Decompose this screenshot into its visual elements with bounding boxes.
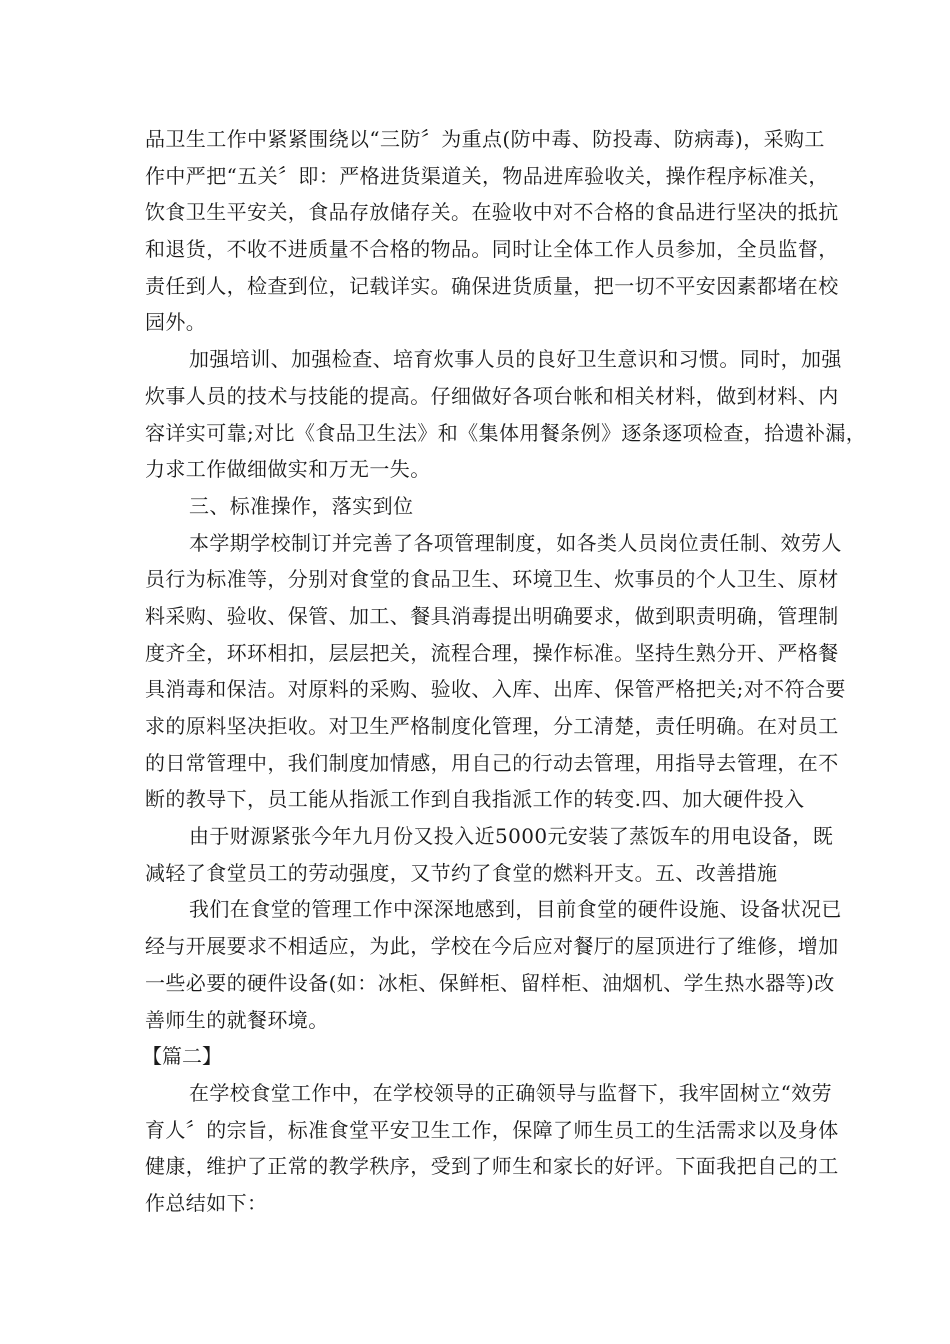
paragraph-part-two-intro [145,1075,839,1222]
text-line: 育人〞的宗旨，标准食堂平安卫生工作，保障了师生员工的生活需求以及身体 [145,1117,839,1142]
text-line: 具消毒和保洁。对原料的采购、验收、入库、出库、保管严格把关;对不符合要 [145,677,846,702]
text-line: 减轻了食堂员工的劳动强度，又节约了食堂的燃料开支。五、改善措施 [145,860,778,885]
paragraph-training [145,341,867,488]
text-line: 加强培训、加强检查、培育炊事人员的良好卫生意识和习惯。同时，加强 [189,347,842,372]
document-page [142,121,867,1222]
text-line: 作总结如下： [145,1190,268,1215]
text-line: 我们在食堂的管理工作中深深地感到，目前食堂的硬件设施、设备状况已 [189,897,842,922]
paragraph-procurement [145,121,839,341]
section-heading: 三、标准操作，落实到位 [189,493,414,518]
text-line: 本学期学校制订并完善了各项管理制度，如各类人员岗位责任制、效劳人 [189,530,842,555]
text-line: 在学校食堂工作中，在学校领导的正确领导与监督下，我牢固树立“效劳 [189,1080,833,1105]
paragraph-hardware-investment [145,818,835,891]
text-line: 由于财源紧张今年九月份又投入近5000元安装了蒸饭车的用电设备，既 [189,824,834,849]
text-line: 力求工作做细做实和万无一失。 [145,457,431,482]
text-line: 一些必要的硬件设备(如：冰柜、保鲜柜、留样柜、油烟机、学生热水器等)改 [145,970,835,995]
text-line: 料采购、验收、保管、加工、餐具消毒提出明确要求，做到职责明确，管理制 [145,603,839,628]
text-line: 作中严把“五关〞即：严格进货渠道关，物品进库验收关，操作程序标准关， [145,163,829,188]
text-line: 员行为标准等，分别对食堂的食品卫生、环境卫生、炊事员的个人卫生、原材 [145,567,839,592]
text-line: 炊事人员的技术与技能的提高。仔细做好各项台帐和相关材料，做到材料、内 [145,383,839,408]
text-line: 善师生的就餐环境。 [145,1007,329,1032]
text-line: 责任到人，检查到位，记载详实。确保进货质量，把一切不平安因素都堵在校 [145,273,839,298]
text-line: 园外。 [145,310,207,335]
paragraph-improvement-measures [145,891,842,1038]
part-two-heading [142,1038,835,1075]
text-line: 和退货，不收不进质量不合格的物品。同时让全体工作人员参加，全员监督， [145,237,839,262]
text-line: 度齐全，环环相扣，层层把关，流程合理，操作标准。坚持生熟分开、严格餐 [145,640,839,665]
paragraph-management-system [145,525,846,819]
text-line: 健康，维护了正常的教学秩序，受到了师生和家长的好评。下面我把自己的工 [145,1154,839,1179]
text-line: 求的原料坚决拒收。对卫生严格制度化管理，分工清楚，责任明确。在对员工 [145,714,839,738]
text-line: 经与开展要求不相适应，为此，学校在今后应对餐厅的屋顶进行了维修，增加 [145,934,839,959]
text-line: 品卫生工作中紧紧围绕以“三防〞为重点(防中毒、防投毒、防病毒)，采购工 [145,127,825,151]
text-line: 的日常管理中，我们制度加情感，用自己的行动去管理，用指导去管理，在不 [145,750,839,775]
section-heading-standard-operation [145,488,835,525]
text-line: 容详实可靠;对比《食品卫生法》和《集体用餐条例》逐条逐项检查，拾遗补漏， [145,420,867,445]
part-heading: 【篇二】 [142,1044,222,1069]
text-line: 饮食卫生平安关，食品存放储存关。在验收中对不合格的食品进行坚决的抵抗 [145,200,839,225]
text-line: 断的教导下，员工能从指派工作到自我指派工作的转变.四、加大硬件投入 [145,787,805,812]
